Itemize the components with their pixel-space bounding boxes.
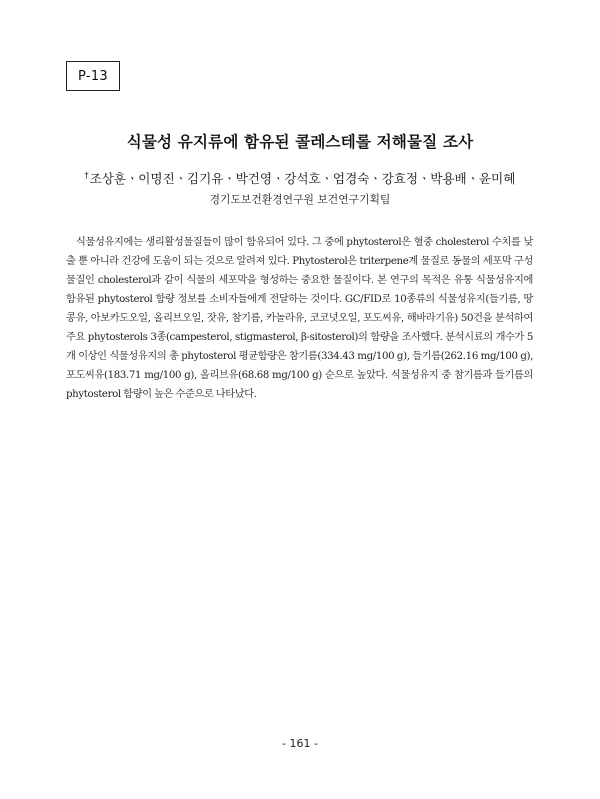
author-list [0, 168, 600, 187]
session-code-box [66, 61, 120, 91]
session-code: P-13 [78, 68, 108, 84]
abstract-body: 식물성유지에는 생리활성물질들이 많이 함유되어 있다. 그 중에 phytosterol은 혈중 cholesterol 수치를 낮출 뿐 아니라 건강에 도움이 되는 것으로 알려져 있다. Phytosterol은 triterpene계 물질로 동물의 세포막 구성물질인 cholesterol과 같이 식물의 세포막을 형성하는 중요한 물질이다. 본 연구의 목적은 유통 식물성유지에 함유된 phytosterol 함량 정보를 소비자들에게 전달하는 것이다. GC/FID로 10종류의 식물성유지(들기름, 땅콩유, 아보카도오일, 올리브오일, 잣유, 참기름, 카놀라유, 코코넛오일, 포도씨유, 해바라기유) 50건을 분석하여 주요 phytosterols 3종(campesterol, stigmasterol, β-sitosterol)의 함량을 조사했다. 분석시료의 개수가 5개 이상인 식물성유지의 총 phytosterol 평균함량은 참기름(334.43 mg/100 g), 들기름(262.16 mg/100 g), 포도씨유(183.71 mg/100 g), 올리브유(68.68 mg/100 g) 순으로 높았다. 식물성유지 중 참기름과 들기름의 phytosterol 함량이 높은 수준으로 나타났다. [66, 237, 533, 400]
paper-title: 식물성 유지류에 함유된 콜레스테롤 저해물질 조사 [126, 133, 474, 151]
author-names: 조상훈ㆍ이명진ㆍ김기유ㆍ박건영ㆍ강석호ㆍ엄경숙ㆍ강효정ㆍ박용배ㆍ윤미혜 [89, 171, 516, 186]
corresponding-author-marker: † [84, 171, 89, 180]
affiliation: 경기도보건환경연구원 보건연구기획팀 [209, 193, 391, 206]
page-number: - 161 - [282, 737, 318, 750]
